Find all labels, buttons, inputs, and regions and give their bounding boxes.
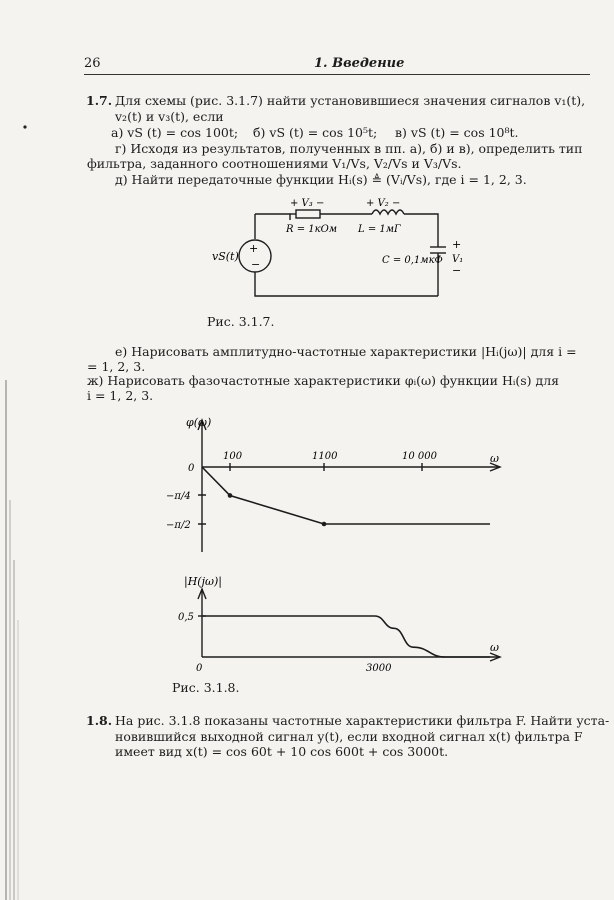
part-e-line-1: е) Нарисовать амплитудно-частотные характеристики |Hᵢ(jω)| для i = — [115, 344, 577, 359]
problem-number-1-7: 1.7. — [86, 93, 113, 108]
part-zh-line-1: ж) Нарисовать фазочастотные характеристики φᵢ(ω) функции Hᵢ(s) для — [87, 373, 560, 388]
capacitor-label: C = 0,1мкФ — [382, 255, 443, 266]
source-label: vS(t) — [212, 250, 239, 263]
circuit-diagram — [212, 192, 480, 302]
circuit-wire-top-left — [255, 214, 290, 220]
page-binding-edge — [0, 0, 22, 900]
circuit-wire-bottom — [255, 272, 438, 296]
part-zh-line-2: i = 1, 2, 3. — [87, 388, 154, 403]
phase-response-chart — [160, 410, 510, 560]
magnitude-curve — [202, 616, 490, 657]
circuit-wire-right-top — [404, 214, 438, 247]
page-number: 26 — [84, 56, 101, 71]
problem-number-1-8: 1.8. — [86, 713, 113, 728]
source-minus-sign: − — [251, 258, 261, 271]
source-plus-sign: + — [249, 242, 259, 255]
problem-1-7-line-2: v₂(t) и v₃(t), если — [115, 109, 224, 124]
v1-minus-sign: − — [452, 264, 462, 277]
part-g-line-1: г) Исходя из результатов, полученных в пп. а), б) и в), определить тип — [115, 141, 583, 156]
phase-point-1100 — [322, 522, 327, 527]
part-d: д) Найти передаточные функции Hᵢ(s) ≜ (Vᵢ/Vs), где i = 1, 2, 3. — [115, 172, 527, 187]
problem-1-8-line-2: новившийся выходной сигнал y(t), если входной сигнал x(t) фильтра F — [115, 729, 583, 744]
phase-y-axis-label: φ(ω) — [186, 416, 212, 429]
tick-marks — [198, 463, 422, 524]
phase-y-tick-0: 0 — [188, 463, 195, 474]
problem-1-8-line-3: имеет вид x(t) = cos 60t + 10 cos 600t + cos 3000t. — [115, 744, 449, 759]
inductor-label: L = 1мГ — [358, 224, 401, 235]
case-a: а) vS (t) = cos 100t; — [111, 125, 239, 140]
magnitude-response-chart — [160, 575, 510, 675]
phase-curve — [202, 467, 490, 524]
resistor-label: R = 1кОм — [286, 224, 338, 235]
mag-x-tick-3000: 3000 — [366, 663, 392, 674]
figure-caption-3-1-8: Рис. 3.1.8. — [172, 680, 240, 695]
phase-point-100 — [228, 493, 233, 498]
mag-x-axis-label: ω — [490, 641, 499, 654]
inductor-symbol — [372, 210, 404, 214]
v1-label: V₁ — [452, 254, 464, 265]
v2-label: + V₂ − — [366, 198, 401, 209]
case-b: б) vS (t) = cos 10⁵t; — [253, 125, 378, 140]
phase-y-tick-minus-pi-4: −π/4 — [166, 491, 191, 502]
phase-x-tick-10000: 10 000 — [402, 451, 437, 462]
mag-x-tick-0: 0 — [196, 663, 203, 674]
part-g-line-2: фильтра, заданного соотношениями V₁/Vs, V₂/Vs и V₃/Vs. — [87, 156, 462, 171]
phase-y-tick-minus-pi-2: −π/2 — [166, 520, 191, 531]
case-v: в) vS (t) = cos 10⁸t. — [395, 125, 519, 140]
header-rule — [84, 74, 590, 75]
resistor-symbol — [296, 210, 320, 218]
mag-y-axis-label: |H(jω)| — [184, 575, 222, 588]
problem-1-7-line-1: Для схемы (рис. 3.1.7) найти установившиеся значения сигналов v₁(t), — [115, 93, 586, 108]
phase-x-axis-label: ω — [490, 452, 499, 465]
phase-x-tick-1100: 1100 — [312, 451, 338, 462]
phase-x-tick-100: 100 — [223, 451, 243, 462]
figure-caption-3-1-7: Рис. 3.1.7. — [207, 314, 275, 329]
mag-y-tick-0-5: 0,5 — [178, 612, 194, 623]
v1-plus-sign: + — [452, 238, 462, 251]
chapter-title: 1. Введение — [314, 56, 405, 71]
v3-label: + V₃ − — [290, 198, 325, 209]
part-e-line-2: = 1, 2, 3. — [87, 359, 146, 374]
problem-1-8-line-1: На рис. 3.1.8 показаны частотные характеристики фильтра F. Найти уста- — [115, 713, 610, 728]
